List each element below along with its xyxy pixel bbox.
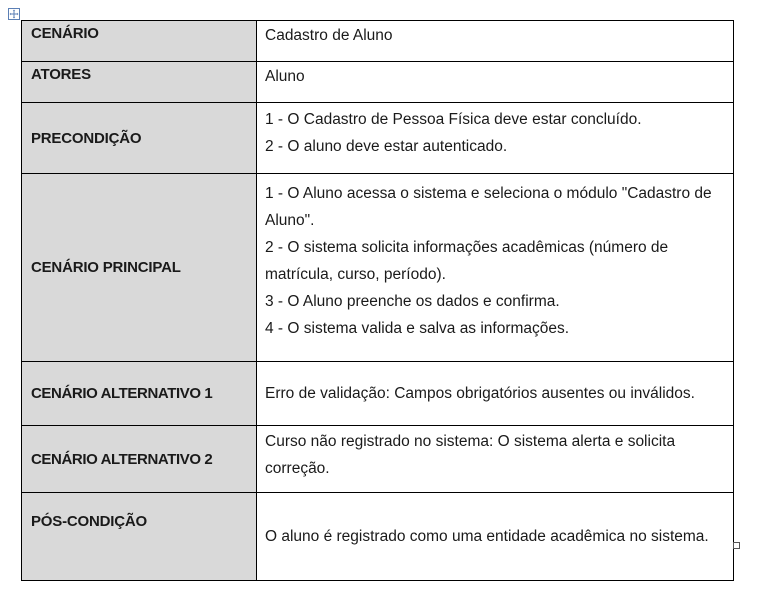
row-label: CENÁRIO ALTERNATIVO 2 xyxy=(22,426,257,493)
table-resize-handle[interactable] xyxy=(733,542,740,549)
row-value[interactable] xyxy=(257,103,734,174)
value-line: 1 - O Cadastro de Pessoa Física deve estar concluído. xyxy=(265,111,642,128)
value-line: Aluno". xyxy=(265,212,315,229)
value-line: Cadastro de Aluno xyxy=(265,27,393,44)
row-value[interactable] xyxy=(257,362,734,426)
table-row-main-scenario xyxy=(22,174,734,362)
table-row-alternative-1 xyxy=(22,362,734,426)
row-value[interactable] xyxy=(257,493,734,581)
value-line: Curso não registrado no sistema: O sistema alerta e solicita xyxy=(265,433,676,450)
value-line: 4 - O sistema valida e salva as informações. xyxy=(265,320,570,337)
row-label: CENÁRIO ALTERNATIVO 1 xyxy=(22,362,257,426)
move-arrows-icon xyxy=(9,9,19,19)
table-row-postcondition xyxy=(22,493,734,581)
row-value[interactable] xyxy=(257,174,734,362)
table-row-actors xyxy=(22,62,734,103)
value-line: Aluno xyxy=(265,68,305,85)
value-line: 2 - O sistema solicita informações acadêmicas (número de xyxy=(265,239,669,256)
value-line: 2 - O aluno deve estar autenticado. xyxy=(265,138,508,155)
value-line: 3 - O Aluno preenche os dados e confirma. xyxy=(265,293,560,310)
row-value[interactable] xyxy=(257,62,734,103)
table-row-precondition xyxy=(22,103,734,174)
table-move-handle-icon[interactable] xyxy=(8,8,20,20)
row-label: PÓS-CONDIÇÃO xyxy=(22,493,257,581)
row-value[interactable] xyxy=(257,21,734,62)
table-row-alternative-2 xyxy=(22,426,734,493)
value-line: 1 - O Aluno acessa o sistema e seleciona o módulo "Cadastro de xyxy=(265,185,712,202)
row-label: CENÁRIO xyxy=(22,21,257,62)
row-label: PRECONDIÇÃO xyxy=(22,103,257,174)
value-line: Erro de validação: Campos obrigatórios ausentes ou inválidos. xyxy=(265,385,695,402)
row-label: CENÁRIO PRINCIPAL xyxy=(22,174,257,362)
table-row-scenario xyxy=(22,21,734,62)
value-line: O aluno é registrado como uma entidade acadêmica no sistema. xyxy=(265,528,709,545)
row-label: ATORES xyxy=(22,62,257,103)
use-case-table xyxy=(21,20,734,581)
row-value[interactable] xyxy=(257,426,734,493)
value-line: matrícula, curso, período). xyxy=(265,266,446,283)
value-line: correção. xyxy=(265,460,330,477)
